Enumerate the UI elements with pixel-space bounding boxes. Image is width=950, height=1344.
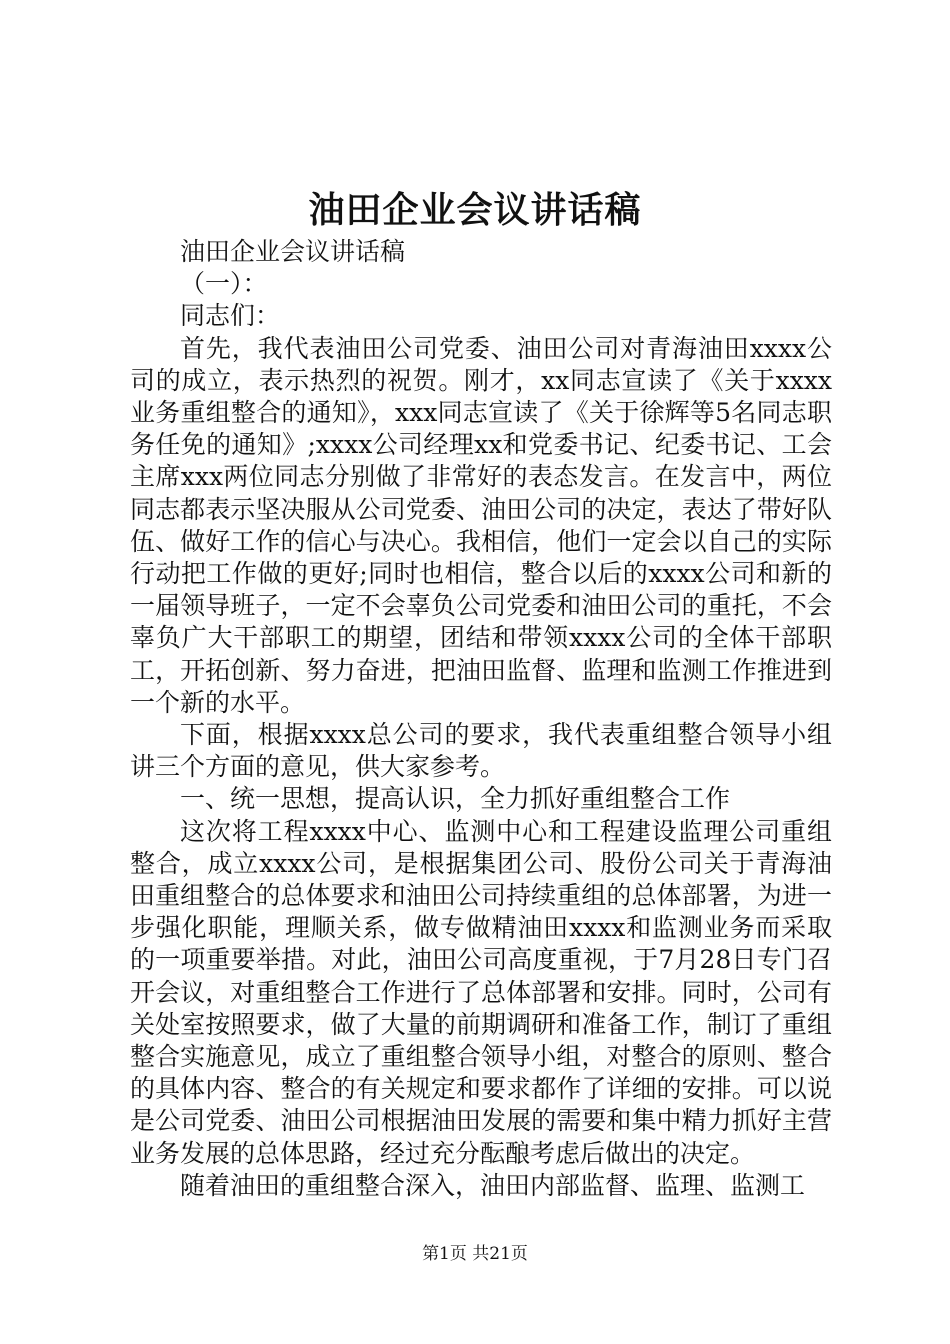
paragraph-subtitle: 油田企业会议讲话稿 bbox=[180, 237, 406, 266]
paragraph-salutation: 同志们： bbox=[180, 301, 281, 331]
document-body bbox=[130, 236, 832, 1202]
page-number-footer: 第1页 共21页 bbox=[422, 1244, 528, 1264]
paragraph-heading-1: 一、统一思想，提高认识，全力抓好重组整合工作 bbox=[180, 784, 731, 814]
paragraph-opening: 首先，我代表油田公司党委、油田公司对青海油田xxxx公司的成立，表示热烈的祝贺。刚才，xx同志宣读了《关于xxxx业务重组整合的通知》，xxx同志宣读了《关于徐辉等5名同志职务任免的通知》;xxxx公司经理xx和党委书记、纪委书记、工会主席xxx两位同志分别做了非常好的表态发言。在发言中，两位同志都表示坚决服从公司党委、油田公司的决定，表达了带好队伍、做好工作的信心与决心。我相信，他们一定会以自己的实际行动把工作做的更好;同时也相信，整合以后的xxxx公司和新的一届领导班子，一定不会辜负公司党委和油田公司的重托，不会辜负广大干部职工的期望，团结和带领xxxx公司的全体干部职工，开拓创新、努力奋进，把油田监督、监理和监测工作推进到一个新的水平。 bbox=[130, 333, 832, 717]
paragraph-reorganization: 这次将工程xxxx中心、监测中心和工程建设监理公司重组整合，成立xxxx公司，是根据集团公司、股份公司关于青海油田重组整合的总体要求和油田公司持续重组的总体部署，为进一步强化职能，理顺关系，做专做精油田xxxx和监测业务而采取的一项重要举措。对此，油田公司高度重视，于7月28日专门召开会议，对重组整合工作进行了总体部署和安排。同时，公司有关处室按照要求，做了大量的前期调研和准备工作，制订了重组整合实施意见，成立了重组整合领导小组，对整合的原则、整合的具体内容、整合的有关规定和要求都作了详细的安排。可以说是公司党委、油田公司根据油田发展的需要和集中精力抓好主营业务发展的总体思路，经过充分酝酿考虑后做出的决定。 bbox=[130, 816, 832, 1168]
document-title: 油田企业会议讲话稿 bbox=[308, 189, 642, 231]
paragraph-section-number: （一）： bbox=[180, 269, 268, 299]
paragraph-intro: 下面，根据xxxx总公司的要求，我代表重组整合领导小组讲三个方面的意见，供大家参考。 bbox=[130, 720, 832, 782]
paragraph-continuation: 随着油田的重组整合深入，油田内部监督、监理、监测工 bbox=[180, 1170, 806, 1200]
